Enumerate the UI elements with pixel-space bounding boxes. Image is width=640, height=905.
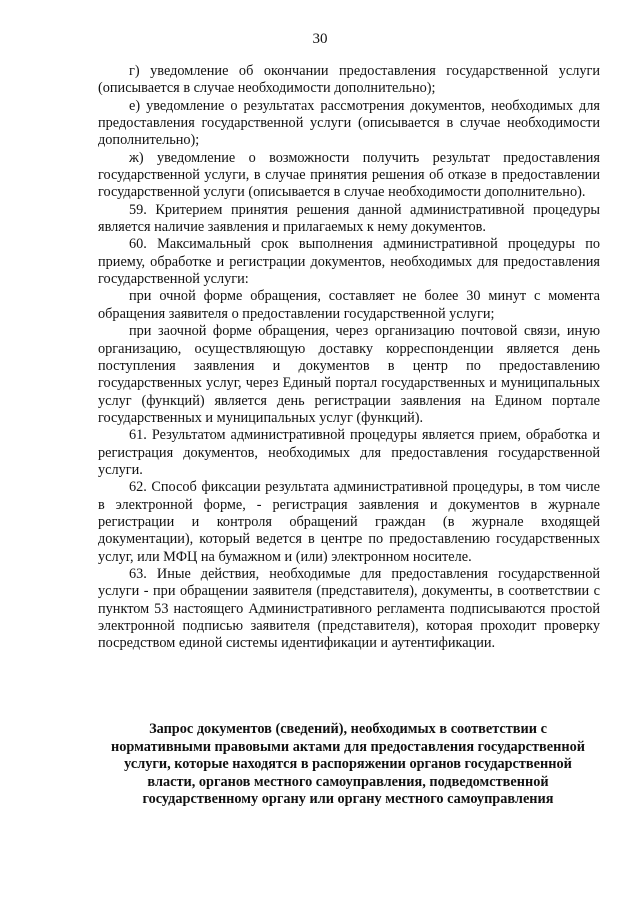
section-heading: Запрос документов (сведений), необходимых в соответствии с нормативными правовыми актами для предоставления государственной услуги, которые находятся в распоряжении органов государственной власти, органов местного самоуправления, подведомственной государственному органу или органу местного самоуправления (111, 721, 585, 807)
page-number: 30 (312, 31, 328, 47)
paragraph-in-person-application: при очной форме обращения, составляет не более 30 минут с момента обращения заявителя о предоставлении государственной услуги; (98, 288, 600, 322)
paragraph-62-recording-method: 62. Способ фиксации результата административной процедуры, в том числе в электронной форме, - регистрация заявления и документов в журнале регистрации и контроля обращений граждан (в журнале входящей документации), который ведется в центре по предоставлению государственных услуг, или МФЦ на бумажном и (или) электронном носителе. (98, 479, 600, 565)
paragraph-zh-notice-possibility: ж) уведомление о возможности получить результат предоставления государственной услуги, в случае принятия решения об отказе в предоставлении государственной услуги (описывается в случае необходимости дополнительно). (98, 149, 600, 201)
paragraph-remote-application: при заочной форме обращения, через организацию почтовой связи, иную организацию, осуществляющую доставку корреспонденции является день поступления заявления и документов в центр по предоставлению государственных услуг, через Единый портал государственных и муниципальных услуг (функций) является день регистрации заявления на Едином портале государственных и муниципальных услуг (функций). (98, 323, 600, 426)
paragraph-e-notice-review-results: е) уведомление о результатах рассмотрения документов, необходимых для предоставления государственной услуги (описывается в случае необходимости дополнительно); (98, 97, 600, 149)
body-text (98, 63, 600, 653)
paragraph-59-decision-criterion: 59. Критерием принятия решения данной административной процедуры является наличие заявления и прилагаемых к нему документов. (98, 201, 600, 236)
paragraph-61-procedure-result: 61. Результатом административной процедуры является прием, обработка и регистрация документов, необходимых для предоставления государственной услуги. (98, 427, 600, 478)
paragraph-63-other-actions: 63. Иные действия, необходимые для предоставления государственной услуги - при обращении заявителя (представителя), документы, в соответствии с пунктом 53 настоящего Административного регламента подписываются простой электронной подписью заявителя (представителя), которая проходит проверку посредством единой системы идентификации и аутентификации. (98, 565, 600, 652)
paragraph-g-notice-completion: г) уведомление об окончании предоставления государственной услуги (описывается в случае необходимости дополнительно); (98, 63, 600, 97)
paragraph-60-maximum-term: 60. Максимальный срок выполнения административной процедуры по приему, обработке и регистрации документов, необходимых для предоставления государственной услуги: (98, 236, 600, 288)
